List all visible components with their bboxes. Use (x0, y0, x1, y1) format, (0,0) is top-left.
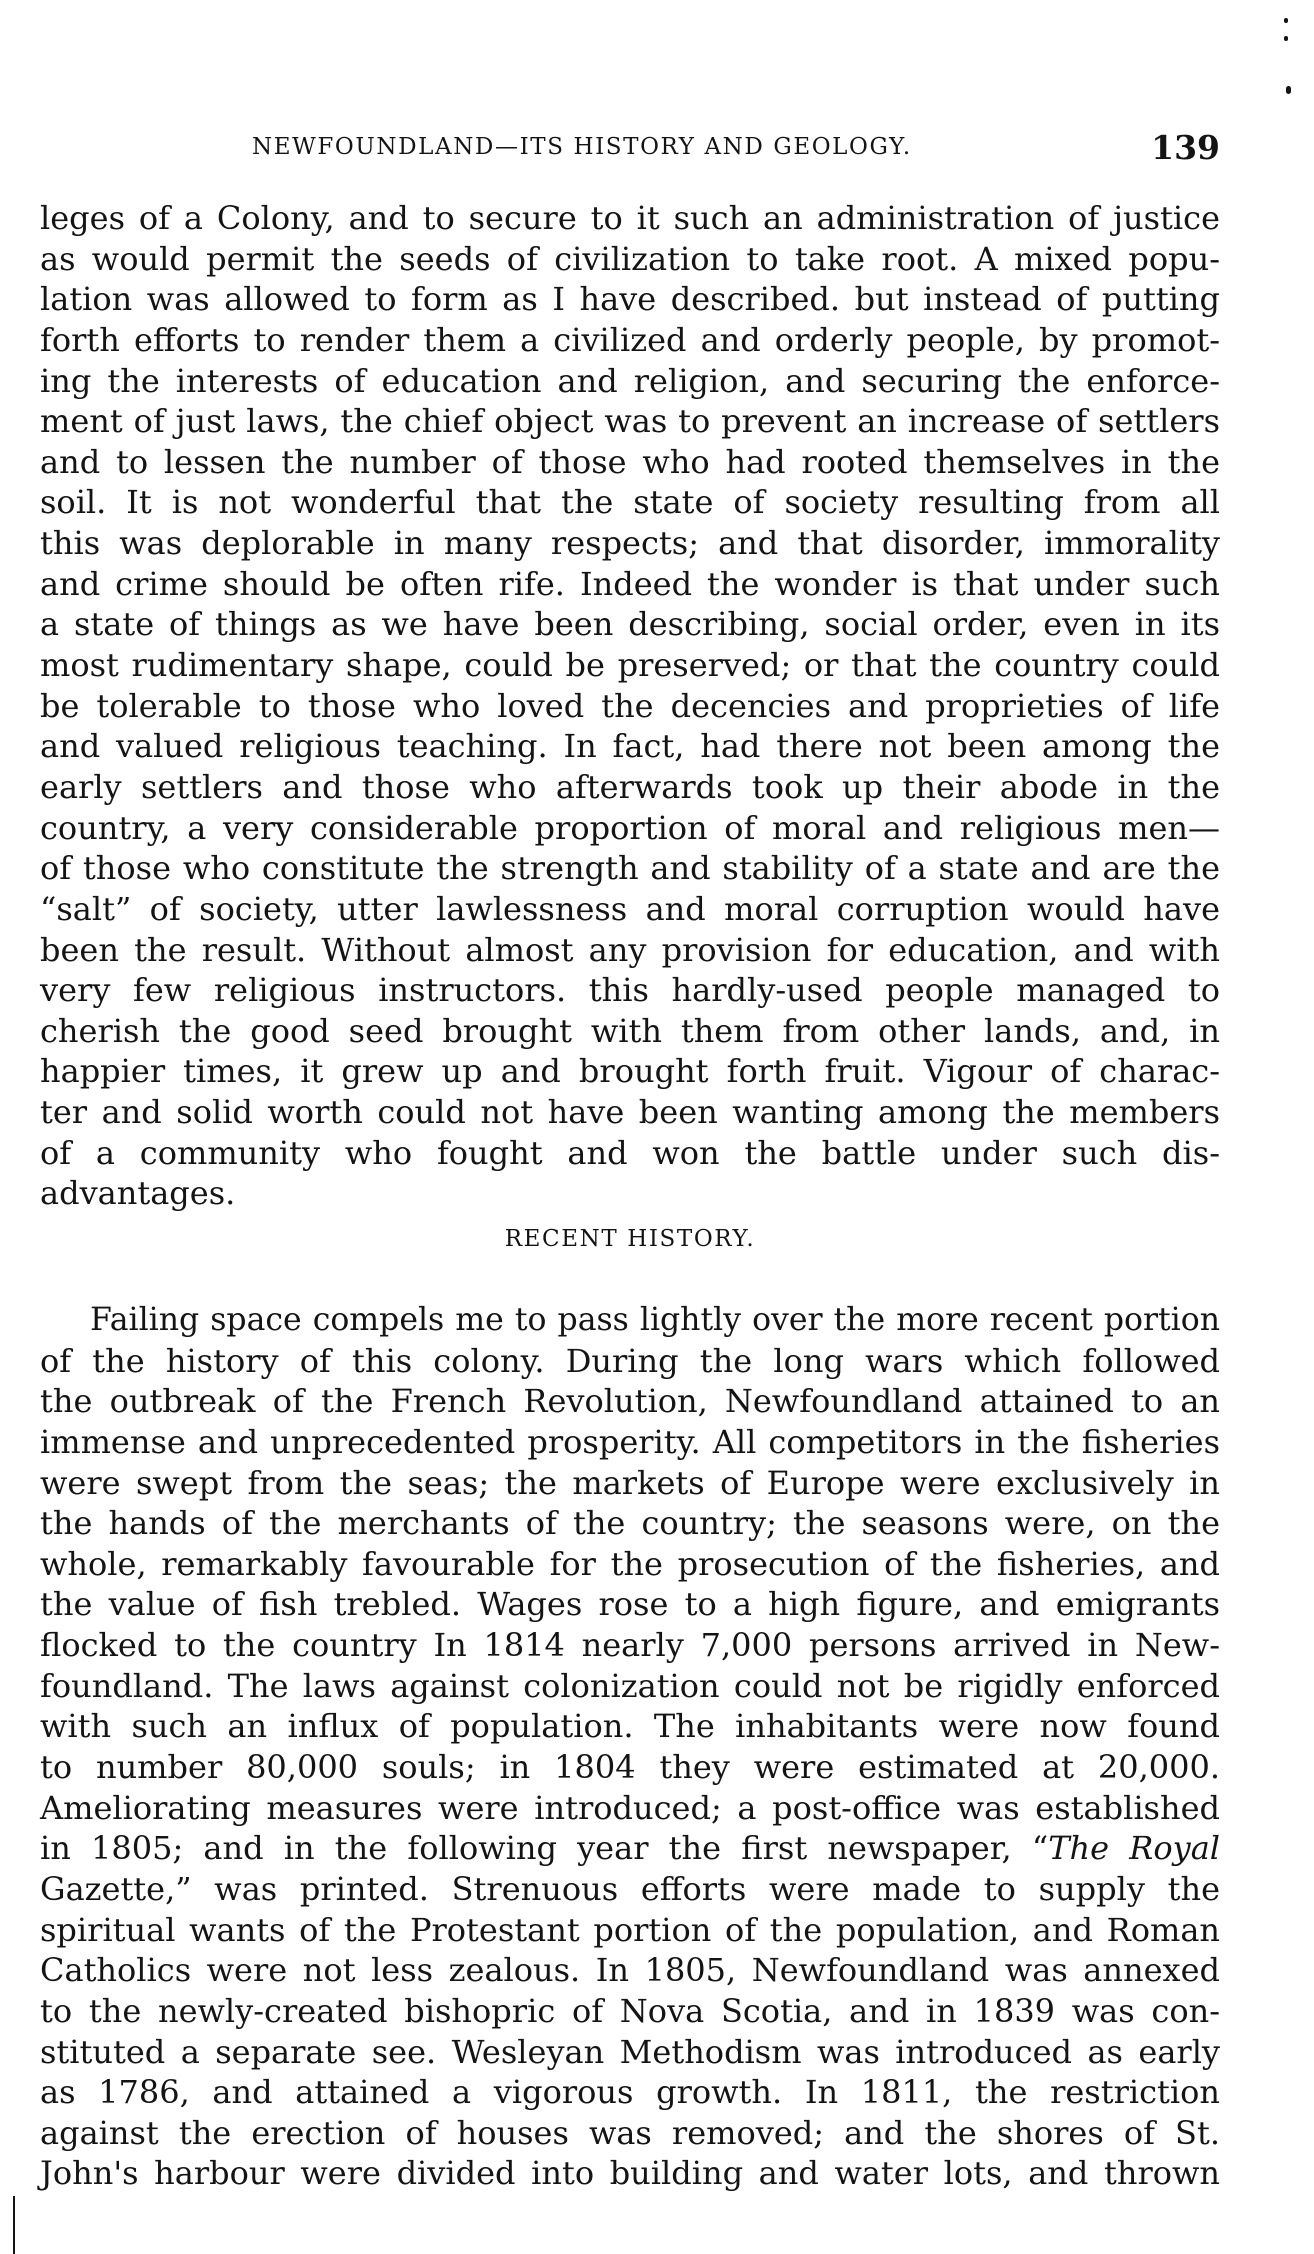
text-line: this was deplorable in many respects; and that disorder, immorality (40, 524, 1220, 563)
newspaper-title: The Royal (1048, 1829, 1221, 1868)
text-line: of the history of this colony. During the long wars which followed (40, 1341, 1220, 1380)
text-line: flocked to the country In 1814 nearly 7,000 persons arrived in New- (40, 1626, 1220, 1665)
text-line: Failing space compels me to pass lightly over the more recent portion (90, 1302, 1220, 1338)
text-line: as 1786, and attained a vigorous growth. In 1811, the restriction (40, 2073, 1220, 2112)
text-line: as would permit the seeds of civilization to take root. A mixed popu- (40, 239, 1220, 278)
text-line: happier times, it grew up and brought forth fruit. Vigour of charac- (40, 1052, 1220, 1091)
text-line: against the erection of houses was removed; and the shores of St. (40, 2113, 1220, 2152)
margin-speck (1284, 18, 1288, 23)
text-line: cherish the good seed brought with them from other lands, and, in (40, 1011, 1220, 1050)
margin-speck (1284, 36, 1288, 41)
page-number: 139 (1151, 128, 1220, 167)
text-line: foundland. The laws against colonization could not be rigidly enforced (40, 1666, 1220, 1705)
text-line: to the newly-created bishopric of Nova Scotia, and in 1839 was con- (40, 1991, 1220, 2030)
text-line: lation was allowed to form as I have described. but instead of putting (40, 280, 1220, 319)
margin-speck (1286, 86, 1291, 94)
text-line: “salt” of society, utter lawlessness and moral corruption would have (40, 889, 1220, 928)
text-line: and to lessen the number of those who had rooted themselves in the (40, 442, 1220, 481)
text-line: most rudimentary shape, could be preserved; or that the country could (40, 646, 1220, 685)
text-line: forth efforts to render them a civilized and orderly people, by promot- (40, 320, 1220, 359)
text-line: spiritual wants of the Protestant portion of the population, and Roman (40, 1910, 1220, 1949)
page-edge-rule (13, 2196, 15, 2254)
text-line-with-title (40, 1828, 1220, 1869)
running-head: NEWFOUNDLAND—ITS HISTORY AND GEOLOGY. (252, 134, 912, 160)
text-line: to number 80,000 souls; in 1804 they were estimated at 20,000. (40, 1748, 1220, 1787)
text-line: early settlers and those who afterwards took up their abode in the (40, 767, 1220, 806)
page-header (40, 128, 1220, 168)
text-line: and valued religious teaching. In fact, had there not been among the (40, 727, 1220, 766)
text-line: the value of fish trebled. Wages rose to a high figure, and emigrants (40, 1585, 1220, 1624)
paragraph-colonial-policy (40, 198, 1220, 1214)
text-line: Gazette,” was printed. Strenuous efforts were made to supply the (40, 1869, 1220, 1908)
text-line: whole, remarkably favourable for the prosecution of the fisheries, and (40, 1544, 1220, 1583)
text-line: ment of just laws, the chief object was to prevent an increase of settlers (40, 402, 1220, 441)
text-line: and crime should be often rife. Indeed the wonder is that under such (40, 564, 1220, 603)
text-line: country, a very considerable proportion of moral and religious men— (40, 808, 1220, 847)
text-line: leges of a Colony, and to secure to it such an administration of justice (40, 199, 1220, 237)
section-heading: RECENT HISTORY. (504, 1226, 756, 1252)
text-line: Ameliorating measures were introduced; a post-office was established (40, 1788, 1220, 1827)
text-line: were swept from the seas; the markets of Europe were exclusively in (40, 1463, 1220, 1502)
text-line: be tolerable to those who loved the decencies and proprieties of life (40, 686, 1220, 725)
text-line: with such an influx of population. The inhabitants were now found (40, 1707, 1220, 1746)
text-line: immense and unprecedented prosperity. All competitors in the fisheries (40, 1422, 1220, 1461)
text-line: advantages. (40, 1174, 236, 1213)
text-line: a state of things as we have been describing, social order, even in its (40, 605, 1220, 644)
paragraph-recent-history (40, 1300, 1220, 2194)
text-line: stituted a separate see. Wesleyan Methodism was introduced as early (40, 2032, 1220, 2071)
text-line: Catholics were not less zealous. In 1805, Newfoundland was annexed (40, 1951, 1220, 1990)
text-line: of those who constitute the strength and stability of a state and are the (40, 849, 1220, 888)
text-line: ter and solid worth could not have been wanting among the members (40, 1093, 1220, 1132)
text-line: been the result. Without almost any provision for education, and with (40, 930, 1220, 969)
text-span: in 1805; and in the following year the first newspaper, “ (40, 1829, 1049, 1868)
text-line: very few religious instructors. this hardly-used people managed to (40, 971, 1220, 1010)
text-line: of a community who fought and won the battle under such dis- (40, 1133, 1220, 1172)
text-line: John's harbour were divided into building and water lots, and thrown (40, 2154, 1220, 2193)
text-line: ing the interests of education and religion, and securing the enforce- (40, 361, 1220, 400)
text-line: the hands of the merchants of the country; the seasons were, on the (40, 1504, 1220, 1543)
text-line: soil. It is not wonderful that the state of society resulting from all (40, 483, 1220, 522)
text-line: the outbreak of the French Revolution, Newfoundland attained to an (40, 1382, 1220, 1421)
